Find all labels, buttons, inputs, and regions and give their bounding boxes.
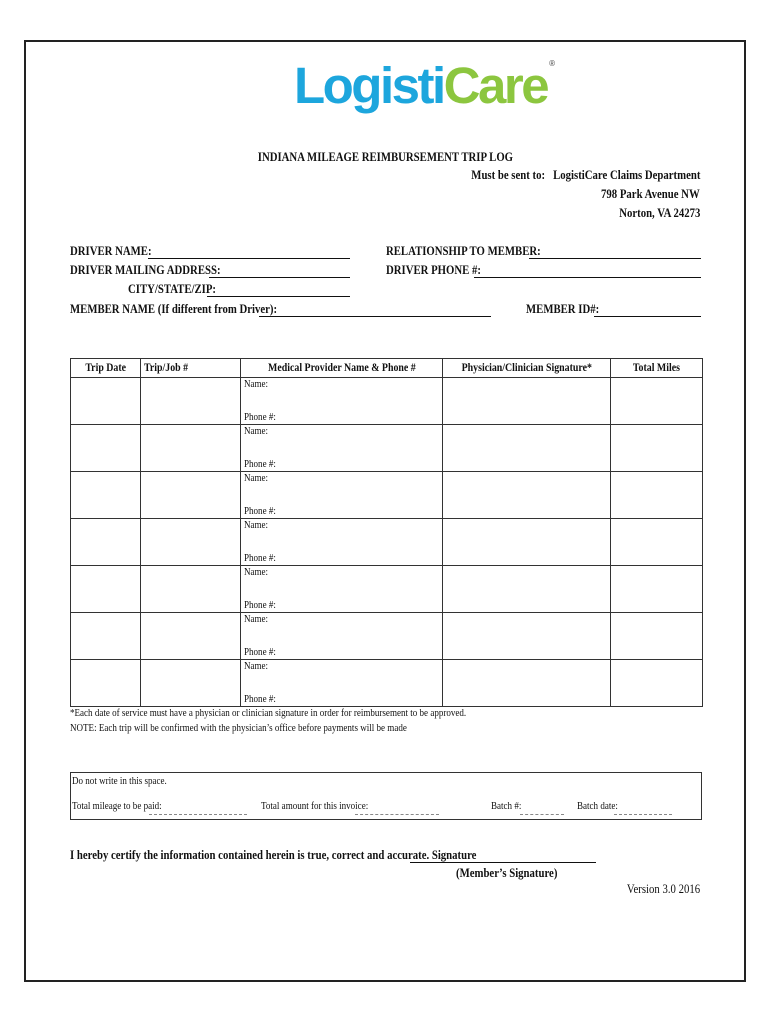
logo-text-part1: Logisti bbox=[294, 57, 444, 114]
relationship-field[interactable] bbox=[529, 258, 701, 259]
total-miles-cell[interactable] bbox=[611, 566, 703, 613]
member-id-label: MEMBER ID#: bbox=[526, 302, 600, 316]
trip-date-cell[interactable] bbox=[71, 472, 141, 519]
driver-phone-label: DRIVER PHONE #: bbox=[386, 263, 481, 277]
provider-phone-label: Phone #: bbox=[244, 600, 276, 611]
total-miles-cell[interactable] bbox=[611, 425, 703, 472]
provider-name-label: Name: bbox=[244, 520, 269, 531]
trip-date-cell[interactable] bbox=[71, 566, 141, 613]
medical-provider-cell[interactable] bbox=[241, 613, 443, 660]
trip-job-cell[interactable] bbox=[141, 378, 241, 425]
member-name-label: MEMBER NAME (If different from Driver): bbox=[70, 302, 278, 316]
physician-signature-cell[interactable] bbox=[443, 378, 611, 425]
trip-job-cell[interactable] bbox=[141, 472, 241, 519]
total-miles-cell[interactable] bbox=[611, 378, 703, 425]
driver-phone-field[interactable] bbox=[474, 277, 701, 278]
trip-date-cell[interactable] bbox=[71, 660, 141, 707]
medical-provider-cell[interactable] bbox=[241, 378, 443, 425]
provider-phone-label: Phone #: bbox=[244, 694, 276, 705]
provider-name-label: Name: bbox=[244, 426, 269, 437]
medical-provider-cell[interactable] bbox=[241, 660, 443, 707]
total-miles-cell[interactable] bbox=[611, 472, 703, 519]
office-use-title: Do not write in this space. bbox=[72, 776, 167, 787]
driver-mailing-address-field[interactable] bbox=[209, 277, 350, 278]
batch-date-label: Batch date: bbox=[577, 801, 618, 812]
driver-name-field[interactable] bbox=[148, 258, 350, 259]
table-row bbox=[71, 566, 703, 613]
trip-date-cell[interactable] bbox=[71, 378, 141, 425]
table-row bbox=[71, 425, 703, 472]
member-signature-field[interactable] bbox=[410, 862, 596, 863]
table-row bbox=[71, 519, 703, 566]
provider-name-label: Name: bbox=[244, 614, 269, 625]
medical-provider-cell[interactable] bbox=[241, 425, 443, 472]
provider-name-label: Name: bbox=[244, 473, 269, 484]
form-title: INDIANA MILEAGE REIMBURSEMENT TRIP LOG bbox=[257, 150, 513, 164]
send-to-line1 bbox=[471, 168, 700, 183]
trip-date-cell[interactable] bbox=[71, 425, 141, 472]
physician-signature-cell[interactable] bbox=[443, 566, 611, 613]
header-trip-date: Trip Date bbox=[71, 359, 141, 378]
physician-signature-cell[interactable] bbox=[443, 472, 611, 519]
send-to-city: Norton, VA 24273 bbox=[618, 206, 700, 220]
city-state-zip-label: CITY/STATE/ZIP: bbox=[128, 282, 217, 296]
header-medical-provider: Medical Provider Name & Phone # bbox=[241, 359, 443, 378]
trip-rows bbox=[71, 378, 703, 707]
send-to-line3-wrap bbox=[606, 206, 700, 221]
logo-registered-mark: ® bbox=[549, 59, 555, 68]
physician-signature-cell[interactable] bbox=[443, 425, 611, 472]
total-mileage-label: Total mileage to be paid: bbox=[72, 801, 162, 812]
trip-log-table bbox=[70, 358, 703, 707]
logo-text-part2: Care bbox=[443, 57, 548, 114]
send-to-street: 798 Park Avenue NW bbox=[601, 187, 700, 201]
logisticare-logo bbox=[294, 57, 555, 114]
send-to-label: Must be sent to: bbox=[470, 168, 545, 182]
note-trip-confirmed: NOTE: Each trip will be confirmed with the physician’s office before payments will be made bbox=[70, 723, 407, 734]
header-trip-job: Trip/Job # bbox=[141, 359, 241, 378]
table-row bbox=[71, 660, 703, 707]
total-amount-label: Total amount for this invoice: bbox=[261, 801, 369, 812]
form-title-wrap bbox=[26, 150, 744, 165]
table-row bbox=[71, 613, 703, 660]
send-to-line2-wrap bbox=[585, 187, 700, 202]
relationship-label: RELATIONSHIP TO MEMBER: bbox=[386, 244, 541, 258]
provider-phone-label: Phone #: bbox=[244, 553, 276, 564]
trip-job-cell[interactable] bbox=[141, 566, 241, 613]
provider-phone-label: Phone #: bbox=[244, 412, 276, 423]
office-use-box bbox=[70, 772, 702, 820]
certify-statement: I hereby certify the information contained herein is true, correct and accurate. Signature bbox=[70, 848, 477, 862]
table-header-row bbox=[71, 359, 703, 378]
total-miles-cell[interactable] bbox=[611, 519, 703, 566]
driver-mailing-address-label: DRIVER MAILING ADDRESS: bbox=[70, 263, 221, 277]
note-signature-required: *Each date of service must have a physician or clinician signature in order for reimbursement to be approved. bbox=[70, 708, 467, 719]
table-row bbox=[71, 378, 703, 425]
physician-signature-cell[interactable] bbox=[443, 660, 611, 707]
batch-date-field bbox=[614, 814, 672, 815]
provider-name-label: Name: bbox=[244, 379, 269, 390]
provider-phone-label: Phone #: bbox=[244, 647, 276, 658]
provider-name-label: Name: bbox=[244, 567, 269, 578]
physician-signature-cell[interactable] bbox=[443, 613, 611, 660]
member-id-field[interactable] bbox=[594, 316, 701, 317]
table-row bbox=[71, 472, 703, 519]
form-page bbox=[24, 40, 746, 982]
header-total-miles: Total Miles bbox=[611, 359, 703, 378]
header-physician-signature: Physician/Clinician Signature* bbox=[443, 359, 611, 378]
medical-provider-cell[interactable] bbox=[241, 472, 443, 519]
batch-number-label: Batch #: bbox=[491, 801, 522, 812]
trip-job-cell[interactable] bbox=[141, 660, 241, 707]
batch-number-field bbox=[520, 814, 564, 815]
send-to-line1-wrap bbox=[434, 168, 700, 183]
trip-job-cell[interactable] bbox=[141, 519, 241, 566]
trip-job-cell[interactable] bbox=[141, 425, 241, 472]
city-state-zip-field[interactable] bbox=[207, 296, 350, 297]
provider-name-label: Name: bbox=[244, 661, 269, 672]
provider-phone-label: Phone #: bbox=[244, 459, 276, 470]
total-mileage-field bbox=[149, 814, 247, 815]
medical-provider-cell[interactable] bbox=[241, 519, 443, 566]
total-amount-field bbox=[355, 814, 439, 815]
trip-job-cell[interactable] bbox=[141, 613, 241, 660]
version-label: Version 3.0 2016 bbox=[626, 882, 700, 896]
send-to-department: LogistiCare Claims Department bbox=[552, 168, 700, 182]
trip-date-cell[interactable] bbox=[71, 613, 141, 660]
total-miles-cell[interactable] bbox=[611, 613, 703, 660]
member-name-field[interactable] bbox=[259, 316, 491, 317]
physician-signature-cell[interactable] bbox=[443, 519, 611, 566]
member-signature-caption: (Member’s Signature) bbox=[456, 866, 558, 880]
provider-phone-label: Phone #: bbox=[244, 506, 276, 517]
trip-date-cell[interactable] bbox=[71, 519, 141, 566]
driver-name-label: DRIVER NAME: bbox=[70, 244, 152, 258]
medical-provider-cell[interactable] bbox=[241, 566, 443, 613]
total-miles-cell[interactable] bbox=[611, 660, 703, 707]
